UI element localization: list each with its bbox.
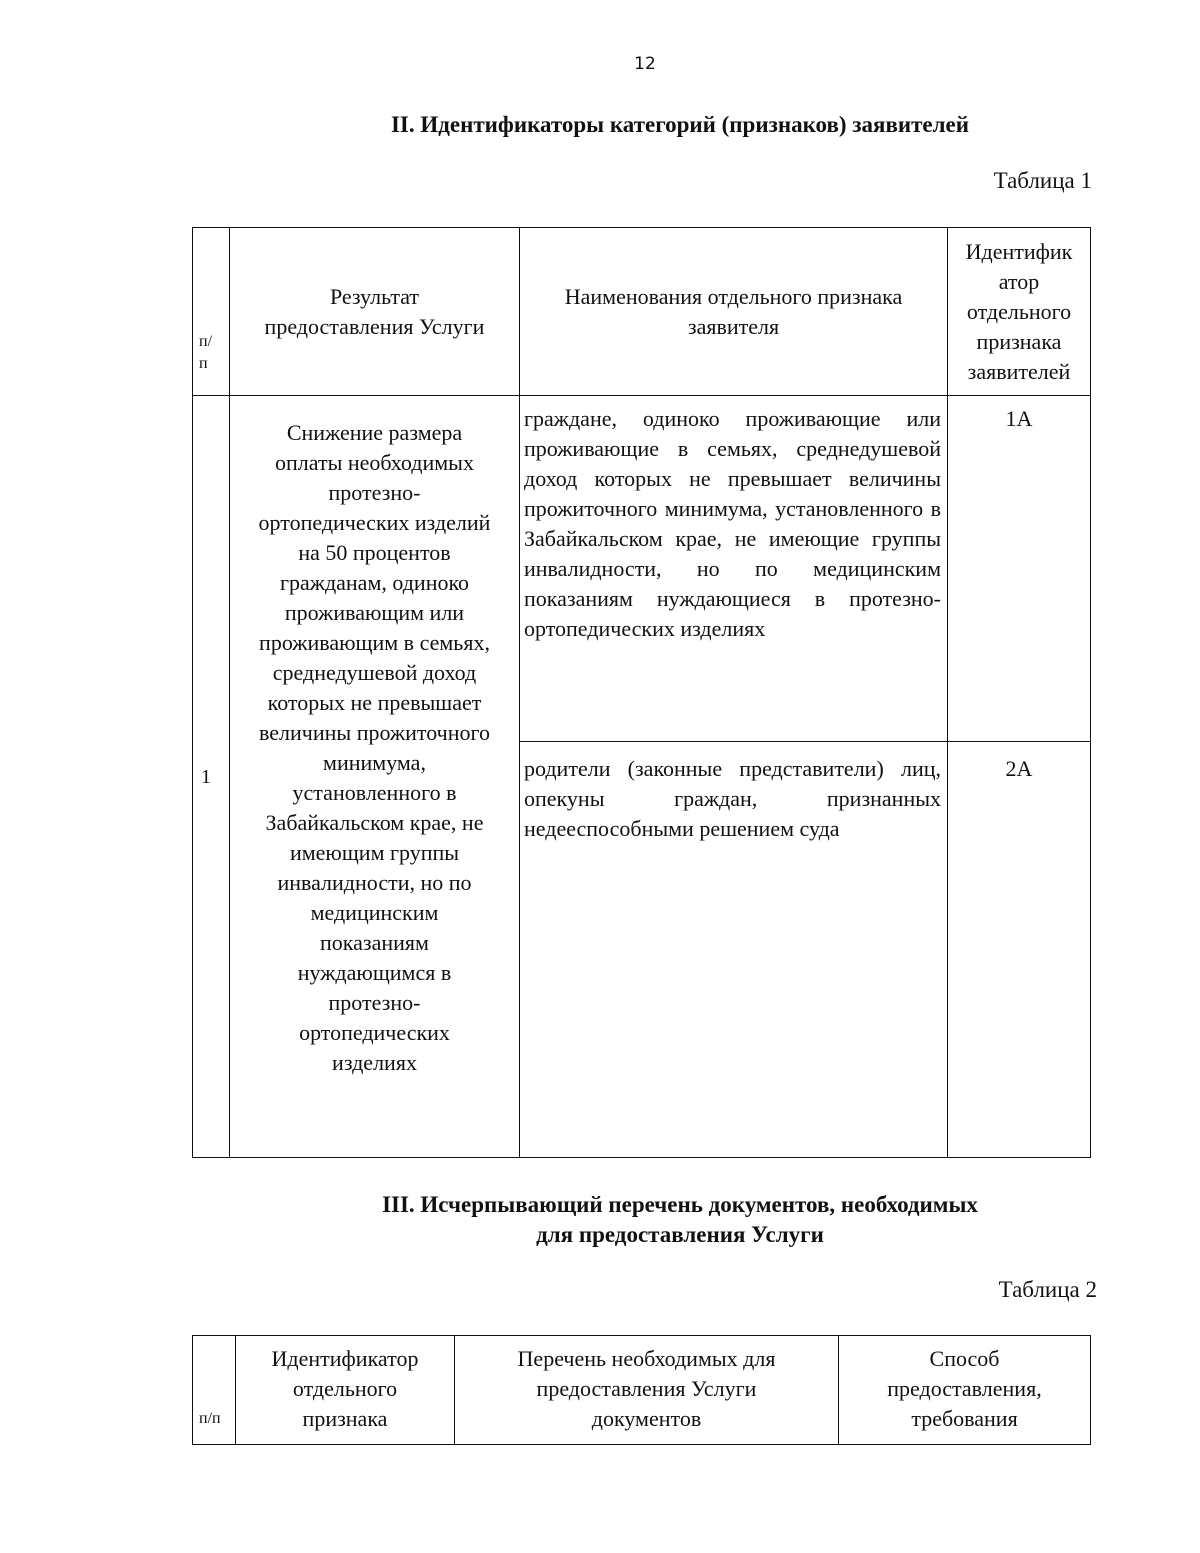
table-row [193,396,1091,742]
table-1-caption: Таблица 1 [993,168,1092,193]
feature-id-cell: 2А [948,742,1091,1158]
section-2-heading: II. Идентификаторы категорий (признаков) заявителей [390,112,970,137]
header-row-number: п/п [193,1336,236,1445]
header-submission-method: Способ предоставления, требования [839,1336,1091,1445]
header-documents-list: Перечень необходимых для предоставления Услуги документов [455,1336,839,1445]
applicant-categories-table [192,227,1091,1158]
page-number: 12 [634,54,656,74]
section-3-heading: III. Исчерпывающий перечень документов, необходимых для предоставления Услуги [382,1192,978,1247]
feature-name-cell: родители (законные представители) лиц, опекуны граждан, признанных недееспособными решением суда [520,742,948,1158]
table-2-header-row [193,1336,1091,1445]
required-documents-table [192,1335,1091,1445]
header-feature-id: Идентификатор отдельного признака [236,1336,455,1445]
feature-name-cell: граждане, одиноко проживающие или проживающие в семьях, среднедушевой доход которых не превышает величины прожиточного минимума, установленного в Забайкальском крае, не имеющие группы инвалидности, но по медицинским показаниям нуждающиеся в протезно-ортопедических изделиях [520,396,948,742]
header-feature-name: Наименования отдельного признака заявителя [520,228,948,396]
table-1-header-row [193,228,1091,396]
table-2-caption: Таблица 2 [998,1277,1097,1302]
service-result-cell: Снижение размера оплаты необходимых протезно- ортопедических изделий на 50 процентов гражданам, одиноко проживающим или проживающим в семьях, среднедушевой доход которых не превышает величины прожиточного минимума, установленного в Забайкальском крае, не имеющим группы инвалидности, но по медицинским показаниям нуждающимся в протезно- ортопедических изделиях [230,396,520,1158]
header-result: Результат предоставления Услуги [230,228,520,396]
header-feature-id: Идентифик атор отдельного признака заявителей [948,228,1091,396]
feature-id-cell: 1А [948,396,1091,742]
header-row-number: п/ п [193,228,230,396]
row-number: 1 [193,396,230,1158]
